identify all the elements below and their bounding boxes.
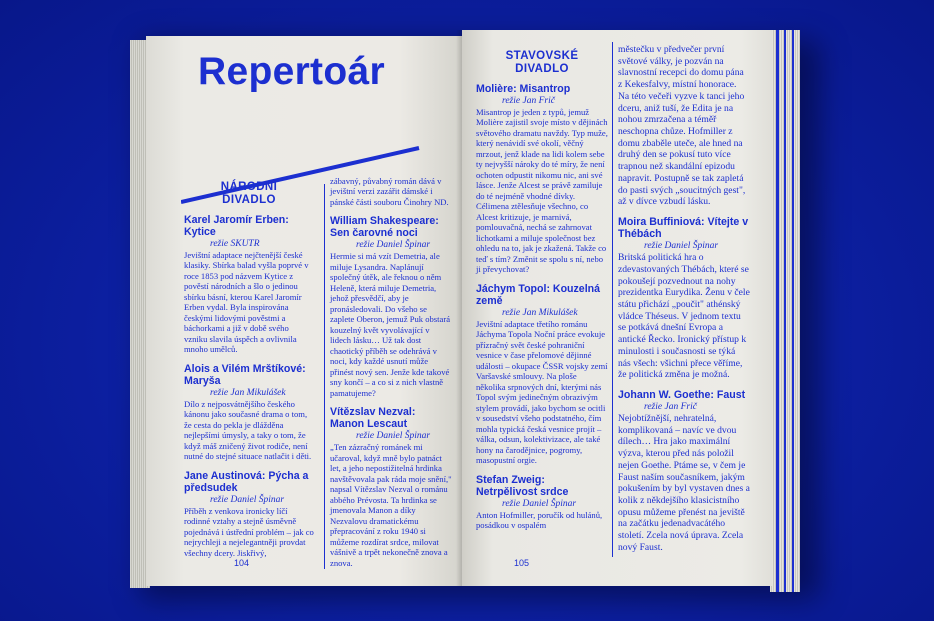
play-title: Molière: Misantrop [476, 83, 571, 95]
play-description: Dílo z nejposvátnějšího českého kánonu jako současné drama o tom, že cesta do pekla je dlážděna nejlepšími úmysly, a taky o tom, že když máš zničený život rodiče, není nutné do stejné situace natlačit i děti. [184, 398, 312, 462]
play-director: režie Daniel Špinar [644, 241, 719, 252]
play-description: Jevištní adaptace třetího románu Jáchyma Topola Noční práce evokuje přízračný svět české pohraniční vesnice v čase přelomové dějinné události – okupace ČSSR vojsky zemí Varšavské smlouvy. Na ploše několika srpnových dní, kterými nás Topol svým jedinečným obrazivým stylem provádí, jako bychom se ocitli v sousedství všeho podstatného, čím mohla typická česká vesnice projít – válka, odsun, kolektivizace, ale také hony na čarodějnice, pogromy, masopustní orgie. [476, 318, 608, 466]
play-title: Alois a Vilém Mrštíkové: Maryša [184, 362, 306, 387]
play-description: Nejobtížnější, nehratelná, komplikovaná – navíc ve dvou dílech… Hra jako maximální výzva, kterou před nás položil nejen Goethe. Ptáme se, v čem je Faust naším současníkem, jakým pokušením by byl vystaven dnes a kolik z někdejšího klasicistního opusu můžeme přenést na jeviště na začátku jedenadvacátého století. Zcela nová úprava. Zcela nový Faust. [618, 412, 750, 553]
play-director: režie Daniel Špinar [210, 494, 285, 505]
play-title: Stefan Zweig: Netrpělivost srdce [476, 473, 569, 498]
column-divider [324, 184, 325, 569]
play-director: režie Daniel Špinar [356, 240, 431, 251]
play-entry [476, 474, 608, 531]
left-column-2 [330, 176, 452, 568]
play-description: Jevištní adaptace nejčtenější české klasiky. Sbírka balad vyšla poprvé v roce 1853 pod názvem Kytice z pověstí národních a šlo o jedinou sbírku básní, kterou Karel Jaromír Erben vydal. Byla inspirována českými lidovými pověstmi a báchorkami a již v době svého vzniku slavila úspěch a ovlivnila mnoho umělců. [184, 250, 309, 355]
play-director: režie Daniel Špinar [502, 498, 577, 509]
play-entry [184, 363, 314, 462]
play-description: Hermie si má vzít Demetria, ale miluje Lysandra. Naplánují společný útěk, ale řeknou o něm Heleně, která miluje Demetria, jehož přesvědčí, aby je pronásledovali. Do všeho se zaplete Oberon, jemuž Puk obstará kouzelný květ vyvolávající v lidech lásku… Už tak dost chaotický příběh se odehrává v noci, kdy každé usnutí může přinést nový sen. Jenže kde takové sny končí – a co si z nich vlastně pamatujeme? [330, 251, 451, 398]
play-director: režie Daniel Špinar [356, 431, 431, 442]
play-description: Britská politická hra o zdevastovaných Thébách, které se pokoušejí pozvednout na nohy prezidentka Eurydika. Ženu v čele státu přichází „poučit" athénský vládce Théseus. V jednom textu se potkává dnešní Evropa a antické Řecko. Ironický přístup k minulosti i současnosti se týká nás všech: všichni přece věříme, že politická změna je možná. [618, 252, 750, 381]
play-description: „Ten zázračný románek mi učaroval, když mně bylo patnáct let, a jeho nepostižitelná hrdinka navštěvovala pak ráda moje snění," napsal Vítězslav Nezval o románu abbého Prévosta. Ta hrdinka se jmenovala Manon a díky Nezvalovu dramatickému přepracování z roku 1940 si můžeme rozdírat srdce, milovat vášnivě a trpět nekonečně znova a znova. [330, 442, 452, 568]
play-entry [476, 283, 608, 466]
book-page-edges-right [770, 30, 800, 592]
right-page [462, 30, 772, 586]
page-title: Repertoár [198, 50, 385, 93]
play-entry [330, 406, 452, 568]
play-description: Anton Hofmiller, poručík od hulánů, posádkou v ospalém [476, 509, 603, 531]
section-heading-stavovske-divadlo: STAVOVSKÉ DIVADLO [505, 50, 579, 75]
play-entry [184, 214, 314, 355]
play-title: Johann W. Goethe: Faust [618, 388, 746, 401]
column-divider [612, 42, 613, 557]
play-title: Moira Buffiniová: Vítejte v Thébách [618, 216, 749, 241]
play-title: William Shakespeare: Sen čarovné noci [330, 215, 439, 240]
play-director: režie Jan Frič [644, 401, 697, 412]
play-title: Jane Austinová: Pýcha a předsudek [184, 469, 309, 494]
play-director: režie SKUTR [210, 239, 260, 249]
play-entry [618, 44, 750, 208]
play-entry [184, 470, 314, 558]
play-entry [330, 215, 452, 398]
play-entry [330, 176, 452, 207]
play-title: Jáchym Topol: Kouzelná země [476, 282, 601, 307]
play-entry [618, 216, 750, 381]
right-column-1 [476, 50, 608, 531]
left-column-1 [184, 181, 314, 558]
left-page [146, 36, 462, 586]
play-entry [618, 389, 750, 554]
play-description: Příběh z venkova ironicky líčí rodinné vztahy a stejně úsměvně pojednává i ústřední problém – jak co nejrychleji a nejelegantněji provdat všechny dcery. Jiskřivý, [184, 505, 314, 558]
play-description: Misantrop je jeden z typů, jemuž Molière zajistil svoje místo v dějinách světového dramatu navždy. Typ muže, který nenávidí své okolí, věčný mrzout, jenž klade na lidi kolem sebe ty nejvyšší nároky do té míry, že není ochoten odpustit nikomu nic, ani své lásce. Jenže Alcest se právě zamiluje do té nejméně vhodné dívky. Célimena ztělesňuje všechno, co Alcest kritizuje, je marnivá, pomlouvačná, nechá se zahrnovat lichotkami a miluje společnost bez ohledu na to, jak je zkažená. Takže co teď s tím? Změnit se spolu s ní, nebo ji převychovat? [476, 107, 608, 275]
play-title: Karel Jaromír Erben: Kytice [184, 214, 289, 238]
play-entry [476, 83, 608, 275]
page-number-right: 105 [514, 558, 530, 568]
right-column-2 [618, 44, 750, 554]
play-director: režie Jan Mikulášek [502, 307, 578, 318]
play-director: režie Jan Frič [502, 96, 555, 106]
section-heading-narodni-divadlo: NÁRODNÍ DIVADLO [220, 181, 278, 206]
play-director: režie Jan Mikulášek [210, 387, 286, 398]
play-description: zábavný, půvabný román dává v jevištní verzi zazářit dámské i pánské části souboru Činohry ND. [330, 176, 449, 207]
play-description: městečku v předvečer první světové války, je pozván na slavnostní recepci do domu pána z Kekesfalvy, místní honorace. Na této večeři vyzve k tanci jeho dceru, aniž tuší, že Edita je na nohou zmrzačena a téměř neschopna chůze. Hofmiller z domu zbaběle uteče, ale hned na druhý den se pokusí tuto více trapnou než skandální epizodu napravit. Postupně se tak zapletá do pasti svých „soucitných gest", až v dívce vzbudí lásku. [618, 44, 746, 208]
play-title: Vítězslav Nezval: Manon Lescaut [330, 406, 416, 431]
page-number-left: 104 [234, 558, 250, 568]
